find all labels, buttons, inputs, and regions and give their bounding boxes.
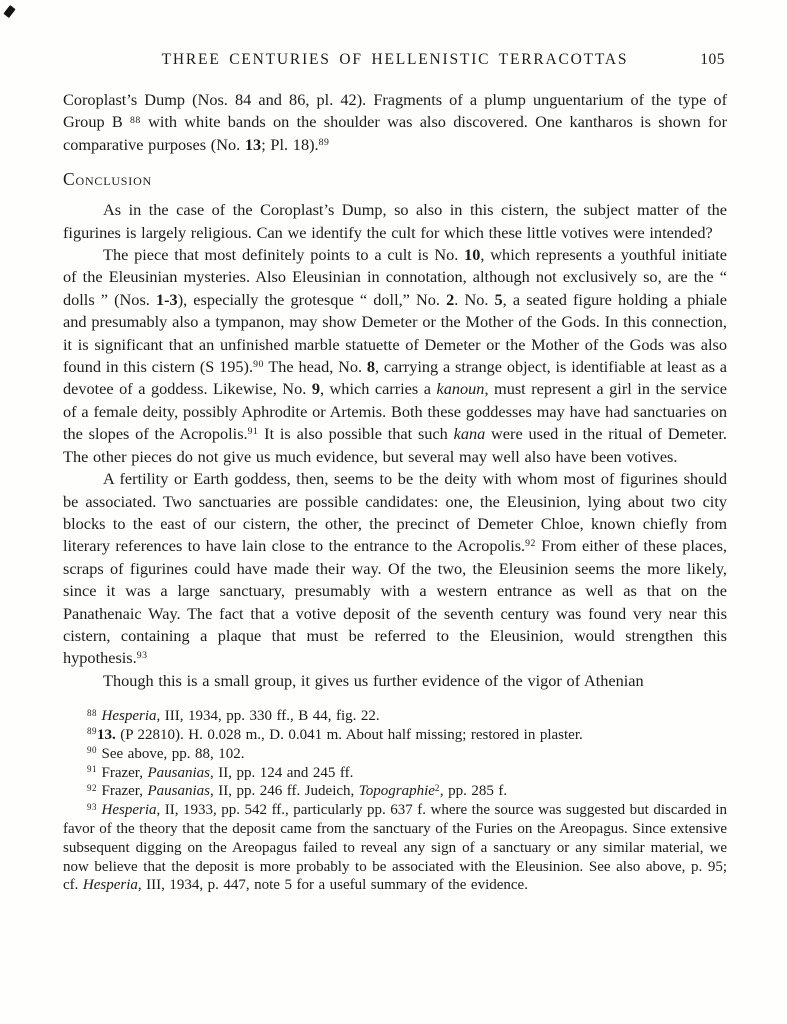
footnote-89: $^{89}$13. (P 22810). H. 0.028 m., D. 0.041 m. About half missing; restored in plaster. bbox=[87, 726, 583, 743]
body-paragraph-continuation: Coroplast’s Dump (Nos. 84 and 86, pl. 42). Fragments of a plump unguentarium of the type of Group B $^{88}$ with white bands on the shoulder was also discovered. One kantharos is shown for comparative purposes (No. 13; Pl. 18).$^{89}$ bbox=[63, 90, 727, 154]
section-heading-conclusion: Conclusion bbox=[63, 169, 153, 190]
footnote-92: $^{92}$ Frazer, Pausanias, II, pp. 246 ff. Judeich, Topographie$^2$, pp. 285 f. bbox=[87, 782, 508, 800]
scan-artifact-mark bbox=[3, 5, 15, 18]
footnote-91: $^{91}$ Frazer, Pausanias, II, pp. 124 and 245 ff. bbox=[87, 764, 354, 781]
body-paragraph: Though this is a small group, it gives us further evidence of the vigor of Athenian bbox=[103, 670, 644, 690]
footnote-90: $^{90}$ See above, pp. 88, 102. bbox=[87, 745, 245, 762]
footnotes-section bbox=[63, 707, 727, 895]
body-paragraph: The piece that most definitely points to a cult is No. 10, which represents a youthful initiate of the Eleusinian mysteries. Also Eleusinian in connotation, although not exclusively so, are the “ dolls ” (Nos. 1-3), especially the grotesque “ doll,” No. 2. No. 5, a seated figure holding a phiale and presumably also a tympanon, may show Demeter or the Mother of the Gods. In this connection, it is significant that an unfinished marble statuette of Demeter or the Mother of the Gods was also found in this cistern (S 195).$^{90}$ The head, No. 8, carrying a strange object, is identifiable at least as a devotee of a goddess. Likewise, No. 9, which carries a kanoun, must represent a girl in the service of a female deity, possibly Aphrodite or Artemis. Both these goddesses may have had sanctuaries on the slopes of the Acropolis.$^{91}$ It is also possible that such kana were used in the ritual of Demeter. The other pieces do not give us much evidence, but several may well also have been votives. bbox=[63, 245, 728, 466]
running-head bbox=[63, 50, 727, 69]
body-paragraph: As in the case of the Coroplast’s Dump, so also in this cistern, the subject matter of the figurines is largely religious. Can we identify the cult for which these little votives were intended? bbox=[63, 200, 727, 242]
footnote-93: $^{93}$ Hesperia, II, 1933, pp. 542 ff., particularly pp. 637 f. where the source was suggested but discarded in favor of the theory that the deposit came from the sanctuary of the Furies on the Areopagus. Since extensive subsequent digging on the Areopagus failed to reveal any sign of a sanctuary or any similar material, we now believe that the deposit is more probably to be associated with the Eleusinion. See also above, p. 95; cf. Hesperia, III, 1934, p. 447, note 5 for a useful summary of the evidence. bbox=[63, 801, 727, 894]
running-head-title: THREE CENTURIES OF HELLENISTIC TERRACOTTAS bbox=[161, 51, 629, 68]
body-paragraph: A fertility or Earth goddess, then, seems to be the deity with whom most of figurines should be associated. Two sanctuaries are possible candidates: one, the Eleusinion, lying about two city blocks to the east of our cistern, the other, the precinct of Demeter Chloe, known chiefly from literary references to have lain close to the entrance to the Acropolis.$^{92}$ From either of these places, scraps of figurines could have made their way. Of the two, the Eleusinion seems the more likely, since it was a large sanctuary, presumably with a western entrance as well as that on the Panathenaic Way. The fact that a votive deposit of the seventh century was found very near this cistern, containing a plaque that must be referred to the Eleusinion, would strengthen this hypothesis.$^{93}$ bbox=[63, 469, 727, 668]
footnote-88: $^{88}$ Hesperia, III, 1934, pp. 330 ff., B 44, fig. 22. bbox=[87, 707, 380, 725]
page-number: 105 bbox=[700, 51, 725, 68]
